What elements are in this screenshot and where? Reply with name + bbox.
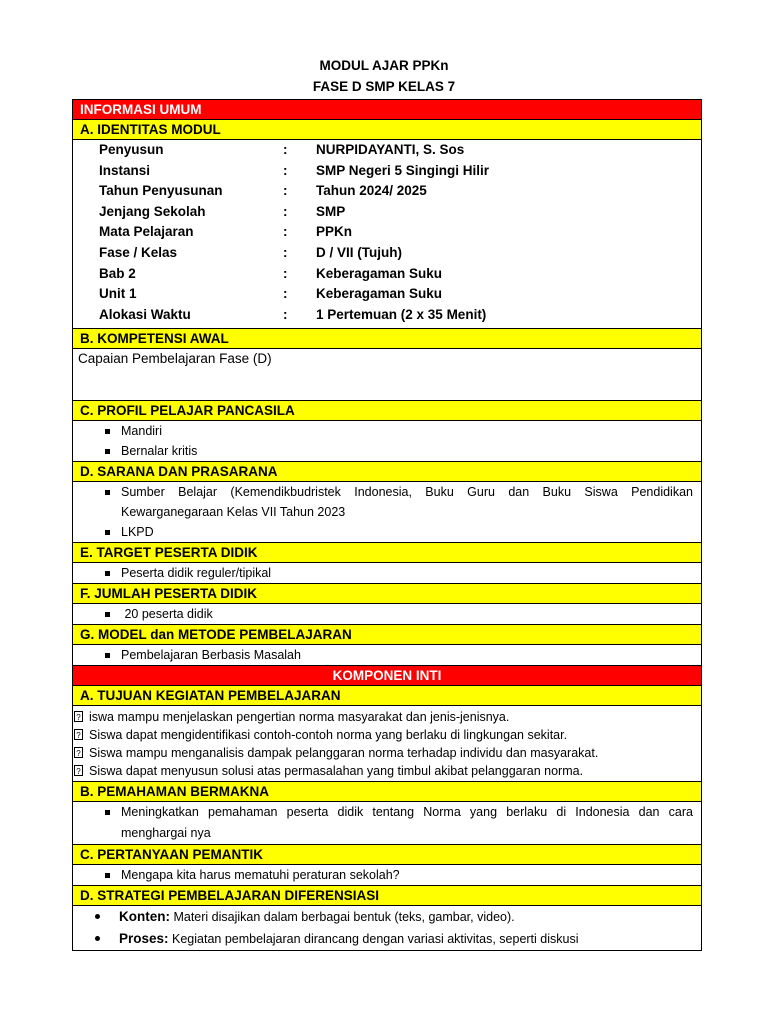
identitas-label: Penyusun bbox=[99, 142, 164, 157]
identitas-label: Mata Pelajaran bbox=[99, 224, 194, 240]
section-target-peserta: E. TARGET PESERTA DIDIK bbox=[73, 543, 701, 563]
identitas-label: Tahun Penyusunan bbox=[99, 183, 223, 199]
list-item: Sumber Belajar (Kemendikbudristek Indonesia, Buku Guru dan Buku Siswa Pendidikan Kewarganegaraan Kelas VII Tahun 2023 bbox=[73, 482, 701, 522]
identitas-row bbox=[73, 306, 701, 327]
kompetensi-awal-block bbox=[73, 349, 701, 401]
identitas-value: Tahun 2024/ 2025 bbox=[316, 183, 427, 199]
section-model-metode: G. MODEL dan METODE PEMBELAJARAN bbox=[73, 625, 701, 645]
section-pemahaman-bermakna: B. PEMAHAMAN BERMAKNA bbox=[73, 782, 701, 802]
kompetensi-awal-text: Capaian Pembelajaran Fase (D) bbox=[78, 351, 272, 367]
pemahaman-block bbox=[73, 802, 701, 845]
identitas-label: Instansi bbox=[99, 162, 151, 178]
section-komponen-inti: KOMPONEN INTI bbox=[73, 666, 701, 686]
module-table bbox=[72, 99, 702, 951]
list-item: ? iswa mampu menjelaskan pengertian norma masyarakat dan jenis-jenisnya. bbox=[73, 708, 701, 726]
identitas-label: Jenjang Sekolah bbox=[99, 203, 206, 219]
tujuan-block bbox=[73, 706, 701, 782]
profil-block bbox=[73, 421, 701, 462]
identitas-colon: : bbox=[283, 244, 288, 260]
section-tujuan-kegiatan: A. TUJUAN KEGIATAN PEMBELAJARAN bbox=[73, 686, 701, 706]
identitas-row bbox=[73, 285, 701, 306]
list-item: Mandiri bbox=[73, 421, 701, 441]
identitas-colon: : bbox=[283, 286, 288, 302]
identitas-row bbox=[73, 182, 701, 203]
document-title: MODUL AJAR PPKn bbox=[319, 58, 449, 73]
section-jumlah-peserta: F. JUMLAH PESERTA DIDIK bbox=[73, 584, 701, 604]
pertanyaan-block bbox=[73, 865, 701, 886]
list-item: Peserta didik reguler/tipikal bbox=[73, 563, 701, 583]
list-item: Meningkatkan pemahaman peserta didik tentang Norma yang berlaku di Indonesia dan cara menghargai nya bbox=[73, 802, 701, 844]
identitas-value: 1 Pertemuan (2 x 35 Menit) bbox=[316, 306, 487, 322]
identitas-value: SMP bbox=[316, 203, 346, 219]
section-pertanyaan-pemantik: C. PERTANYAAN PEMANTIK bbox=[73, 845, 701, 865]
section-kompetensi-awal: B. KOMPETENSI AWAL bbox=[73, 329, 701, 349]
sarana-block bbox=[73, 482, 701, 543]
list-item: Mengapa kita harus mematuhi peraturan sekolah? bbox=[73, 865, 701, 885]
identitas-value: Keberagaman Suku bbox=[316, 265, 443, 281]
identitas-colon: : bbox=[283, 265, 288, 281]
target-block bbox=[73, 563, 701, 584]
strategi-term: Proses: bbox=[119, 931, 169, 947]
list-item: ? Siswa mampu menganalisis dampak pelanggaran norma terhadap individu dan masyarakat. bbox=[73, 744, 701, 762]
identitas-value: SMP Negeri 5 Singingi Hilir bbox=[316, 162, 490, 178]
identitas-label: Fase / Kelas bbox=[99, 244, 178, 260]
section-sarana-prasarana: D. SARANA DAN PRASARANA bbox=[73, 462, 701, 482]
identitas-row bbox=[73, 244, 701, 265]
identitas-row bbox=[73, 265, 701, 286]
list-item: Pembelajaran Berbasis Masalah bbox=[73, 645, 701, 665]
identitas-value: Keberagaman Suku bbox=[316, 286, 443, 302]
identitas-label: Alokasi Waktu bbox=[99, 306, 191, 322]
identitas-block bbox=[73, 140, 701, 329]
list-item: LKPD bbox=[73, 522, 701, 542]
identitas-row bbox=[73, 223, 701, 244]
list-item: Bernalar kritis bbox=[73, 441, 701, 461]
identitas-label: Bab 2 bbox=[99, 265, 136, 281]
identitas-row bbox=[73, 203, 701, 224]
identitas-colon: : bbox=[283, 162, 288, 178]
identitas-colon: : bbox=[283, 203, 288, 219]
identitas-row bbox=[73, 141, 701, 162]
identitas-colon: : bbox=[283, 142, 288, 157]
identitas-value: NURPIDAYANTI, S. Sos bbox=[316, 142, 465, 157]
strategi-block bbox=[73, 906, 701, 950]
document-subtitle: FASE D SMP KELAS 7 bbox=[312, 79, 456, 94]
model-block bbox=[73, 645, 701, 666]
list-item bbox=[73, 906, 701, 928]
strategi-term: Konten: bbox=[119, 909, 170, 925]
identitas-row bbox=[73, 162, 701, 183]
list-item: 20 peserta didik bbox=[73, 604, 701, 624]
section-identitas-modul: A. IDENTITAS MODUL bbox=[73, 120, 701, 140]
list-item: ? Siswa dapat mengidentifikasi contoh-contoh norma yang berlaku di lingkungan sekitar. bbox=[73, 726, 701, 744]
identitas-value: D / VII (Tujuh) bbox=[316, 244, 402, 260]
identitas-colon: : bbox=[283, 224, 288, 240]
identitas-colon: : bbox=[283, 183, 288, 199]
identitas-label: Unit 1 bbox=[99, 286, 137, 302]
identitas-colon: : bbox=[283, 306, 288, 322]
identitas-value: PPKn bbox=[316, 224, 353, 240]
section-informasi-umum: INFORMASI UMUM bbox=[73, 100, 701, 120]
section-strategi-diferensiasi: D. STRATEGI PEMBELAJARAN DIFERENSIASI bbox=[73, 886, 701, 906]
section-profil-pelajar: C. PROFIL PELAJAR PANCASILA bbox=[73, 401, 701, 421]
list-item: ? Siswa dapat menyusun solusi atas permasalahan yang timbul akibat pelanggaran norma. bbox=[73, 762, 701, 780]
list-item bbox=[73, 928, 701, 950]
jumlah-block bbox=[73, 604, 701, 625]
strategi-text: Materi disajikan dalam berbagai bentuk (teks, gambar, video). bbox=[170, 910, 515, 925]
strategi-text: Kegiatan pembelajaran dirancang dengan variasi aktivitas, seperti diskusi bbox=[168, 932, 579, 947]
